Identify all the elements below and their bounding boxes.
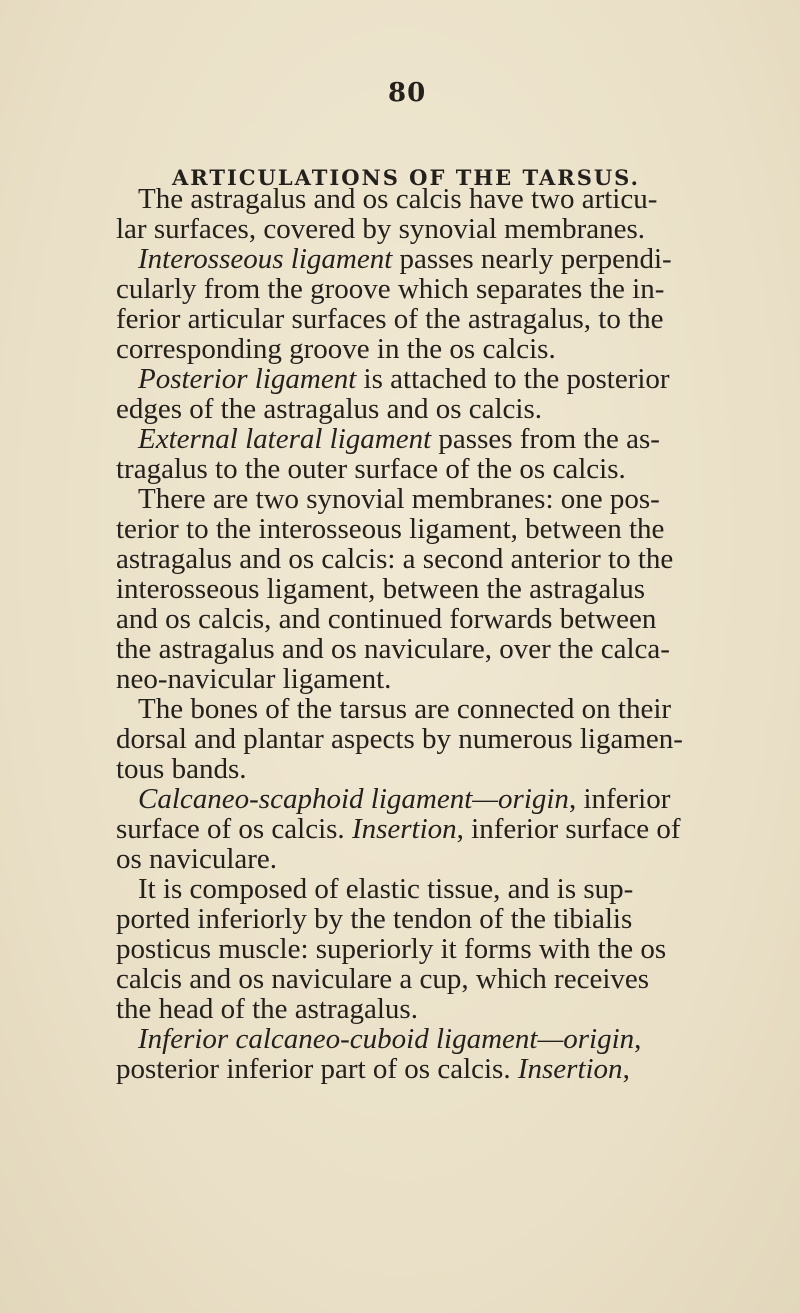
text-line: [116, 274, 800, 304]
text-segment: the astragalus and os naviculare, over the calca-: [116, 633, 670, 665]
text-segment: ported inferiorly by the tendon of the tibialis: [116, 903, 633, 935]
text-line: [116, 664, 800, 694]
italic-term: Posterior ligament: [138, 363, 357, 395]
text-segment: cularly from the groove which separates the in-: [116, 273, 665, 305]
text-line: [116, 814, 800, 844]
text-segment: the head of the astragalus.: [116, 993, 418, 1025]
text-segment: , inferior: [568, 783, 671, 815]
text-line: [116, 634, 800, 664]
text-line: [116, 574, 800, 604]
text-segment: neo-navicular ligament.: [116, 663, 392, 695]
text-segment: posterior inferior part of os calcis.: [116, 1053, 518, 1085]
text-segment: , inferior surface of: [456, 813, 681, 845]
text-line: [116, 484, 800, 514]
italic-term: External lateral ligament: [138, 423, 432, 455]
text-line: [116, 334, 800, 364]
text-segment: dorsal and plantar aspects by numerous ligamen-: [116, 723, 683, 755]
text-segment: terior to the interosseous ligament, between the: [116, 513, 665, 545]
body-text: [116, 184, 800, 1084]
text-segment: tragalus to the outer surface of the os calcis.: [116, 453, 626, 485]
text-line: [116, 784, 800, 814]
text-segment: The bones of the tarsus are connected on their: [138, 693, 672, 725]
text-line: [116, 394, 800, 424]
text-line: [116, 424, 800, 454]
text-segment: is attached to the posterior: [356, 363, 670, 395]
text-segment: ,: [622, 1053, 630, 1085]
text-segment: ,: [634, 1023, 642, 1055]
text-segment: calcis and os naviculare a cup, which receives: [116, 963, 650, 995]
text-line: [116, 904, 800, 934]
text-line: [116, 184, 800, 214]
text-line: [116, 694, 800, 724]
text-segment: ferior articular surfaces of the astragalus, to the: [116, 303, 664, 335]
text-segment: lar surfaces, covered by synovial membranes.: [116, 213, 646, 245]
italic-term: Insertion: [351, 813, 457, 845]
text-line: [116, 1054, 800, 1084]
section-heading: ARTICULATIONS OF THE TARSUS.: [172, 165, 640, 190]
text-segment: os naviculare.: [116, 843, 278, 875]
text-line: [116, 964, 800, 994]
text-line: [116, 214, 800, 244]
text-segment: There are two synovial membranes: one pos-: [138, 483, 660, 515]
text-line: [116, 1024, 800, 1054]
text-segment: tous bands.: [116, 753, 247, 785]
text-line: [116, 874, 800, 904]
text-segment: edges of the astragalus and os calcis.: [116, 393, 542, 425]
text-segment: interosseous ligament, between the astragalus: [116, 573, 646, 605]
text-line: [116, 604, 800, 634]
text-line: [116, 514, 800, 544]
text-line: [116, 244, 800, 274]
italic-term: Interosseous ligament: [138, 243, 393, 275]
text-line: [116, 364, 800, 394]
text-segment: passes from the as-: [431, 423, 660, 455]
text-line: [116, 304, 800, 334]
text-line: [116, 454, 800, 484]
text-line: [116, 754, 800, 784]
text-segment: passes nearly perpendi-: [392, 243, 672, 275]
text-segment: corresponding groove in the os calcis.: [116, 333, 556, 365]
text-segment: The astragalus and os calcis have two articu-: [138, 183, 658, 215]
italic-term: Calcaneo-scaphoid ligament—origin: [138, 783, 569, 815]
text-line: [116, 934, 800, 964]
text-segment: astragalus and os calcis: a second anterior to the: [116, 543, 674, 575]
text-segment: It is composed of elastic tissue, and is sup-: [138, 873, 634, 905]
text-line: [116, 544, 800, 574]
italic-term: Insertion: [517, 1053, 623, 1085]
text-line: [116, 724, 800, 754]
page-number: 80: [388, 78, 427, 108]
italic-term: Inferior calcaneo-cuboid ligament—origin: [138, 1023, 635, 1055]
text-line: [116, 994, 800, 1024]
text-segment: posticus muscle: superiorly it forms with the os: [116, 933, 667, 965]
text-segment: and os calcis, and continued forwards between: [116, 603, 657, 635]
text-line: [116, 844, 800, 874]
text-segment: surface of os calcis.: [116, 813, 352, 845]
